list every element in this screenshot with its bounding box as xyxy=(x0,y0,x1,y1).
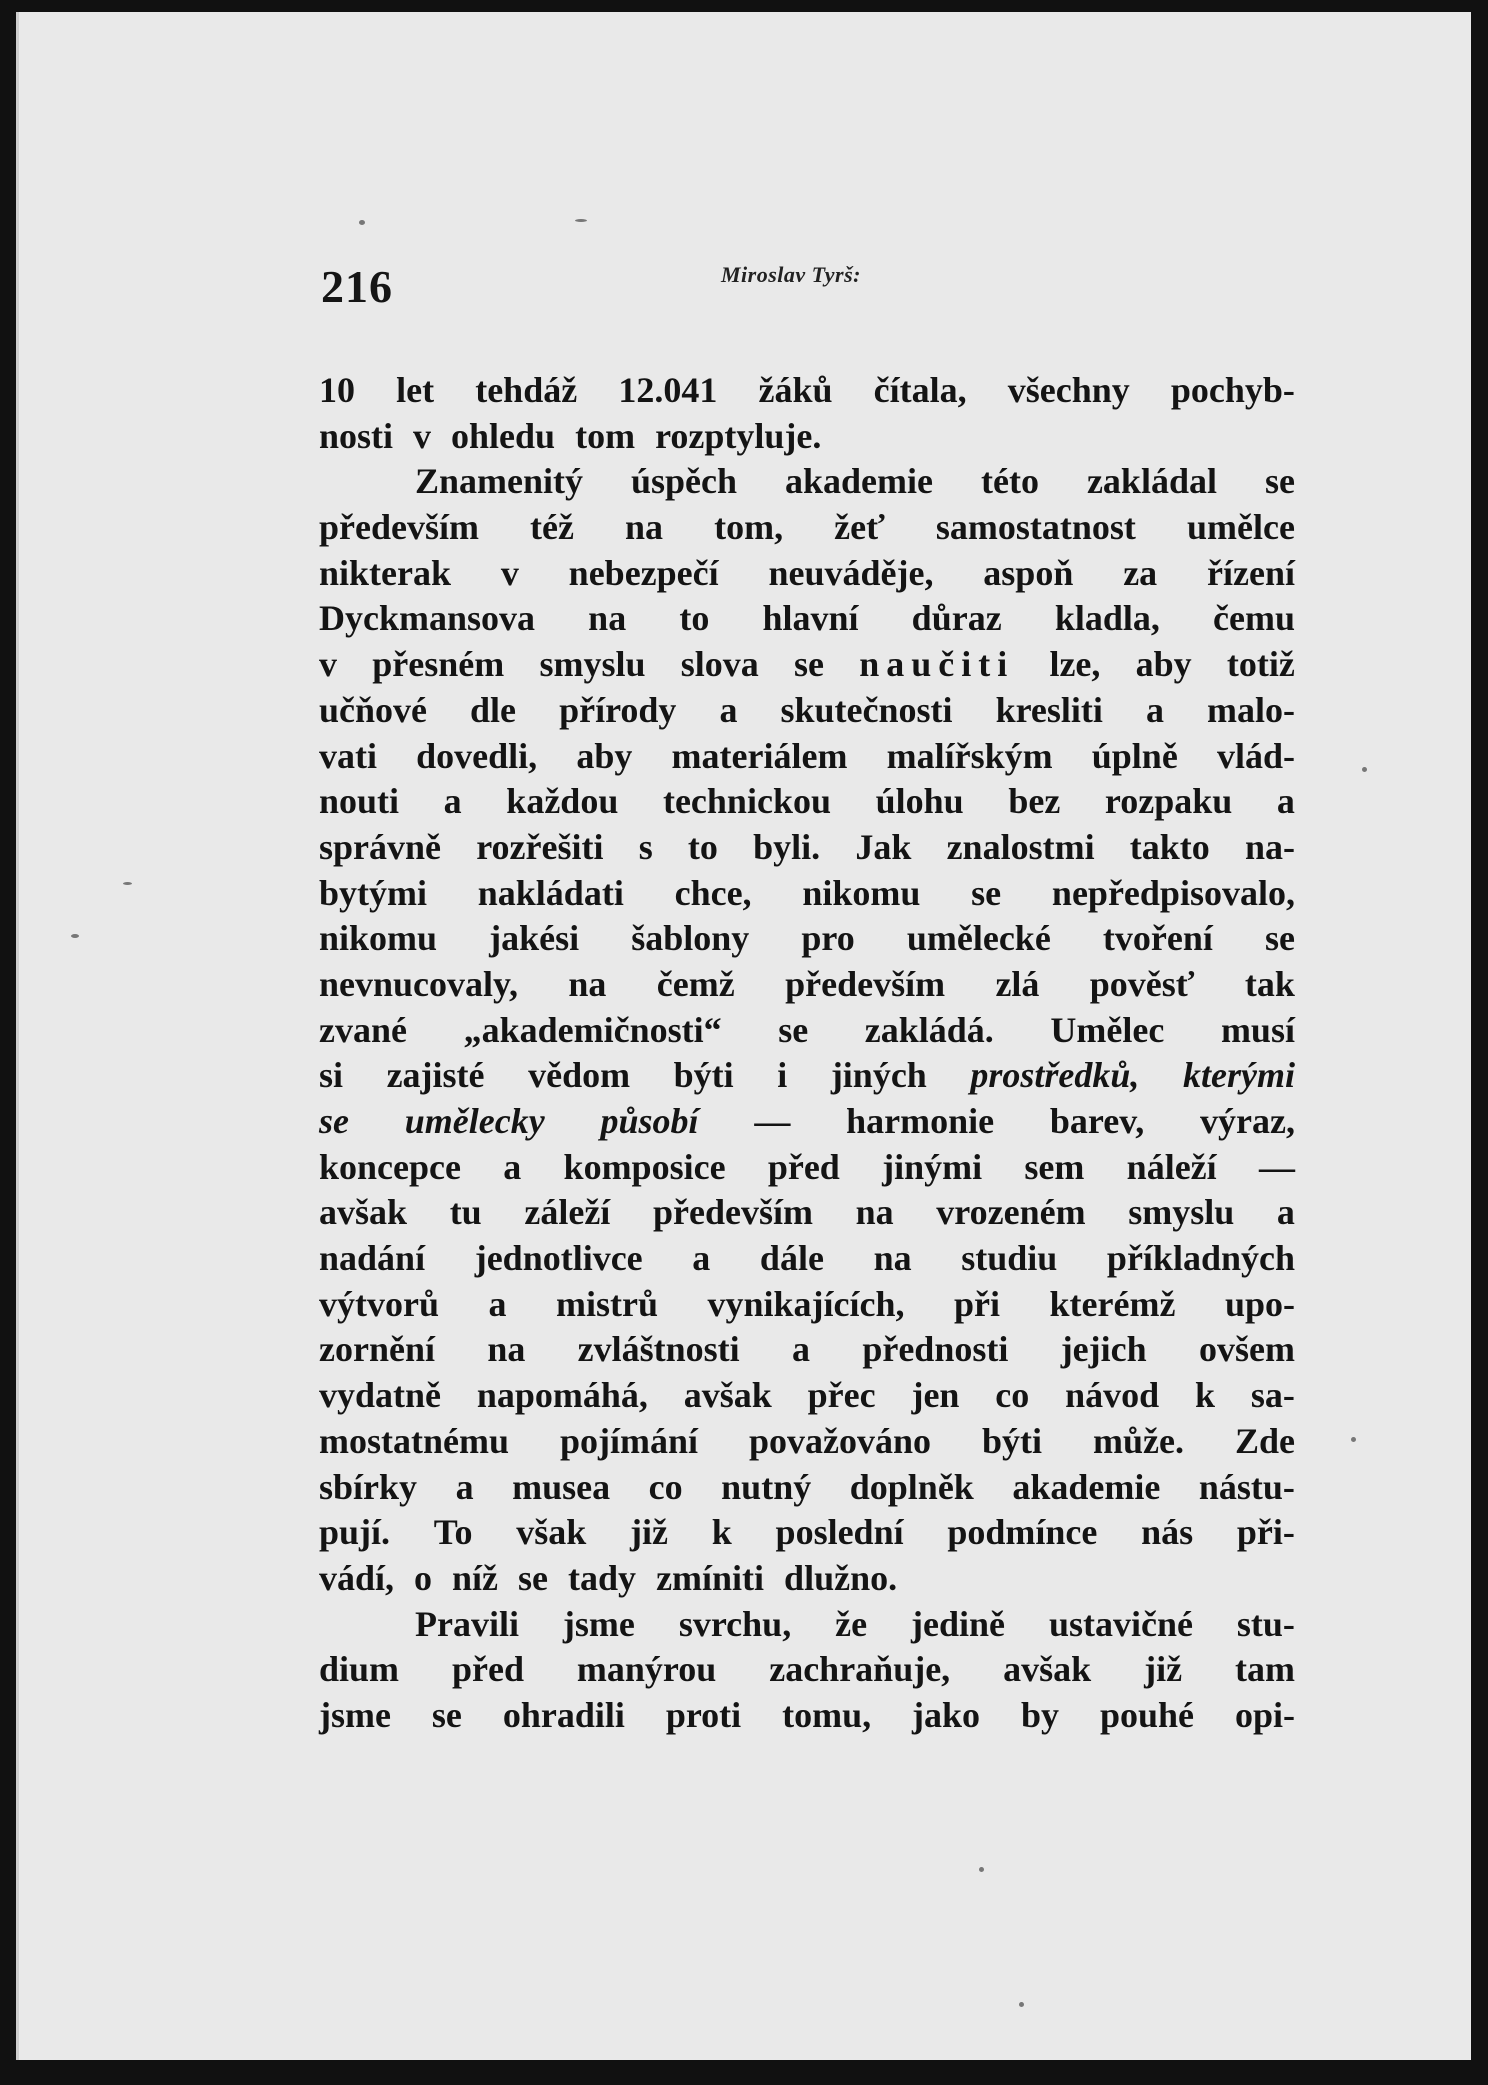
word: a xyxy=(692,1238,711,1279)
word: působí xyxy=(600,1101,699,1141)
word: svrchu, xyxy=(678,1603,792,1644)
word: nadání xyxy=(319,1238,426,1279)
word: se xyxy=(971,872,1002,913)
word: pují. xyxy=(319,1512,391,1553)
word: se xyxy=(778,1009,809,1050)
word: komposice xyxy=(563,1146,726,1187)
word: kterými xyxy=(1182,1055,1295,1096)
word: před xyxy=(451,1649,524,1690)
word: jedině xyxy=(911,1603,1006,1644)
word: opi- xyxy=(1234,1694,1295,1735)
word: musí xyxy=(1220,1009,1295,1050)
word: přednosti xyxy=(862,1329,1009,1370)
word: návod xyxy=(1065,1375,1160,1416)
page-header xyxy=(321,240,1301,310)
text-line xyxy=(319,1327,1295,1373)
text-line xyxy=(319,1510,1295,1556)
word: napomáhá, xyxy=(476,1375,648,1416)
word: dovedli, xyxy=(416,735,538,776)
word: rozptyluje. xyxy=(655,415,822,456)
word: ohledu xyxy=(451,415,556,456)
word: na xyxy=(568,963,607,1004)
text-line xyxy=(319,1190,1295,1236)
word: jednotlivce xyxy=(474,1238,643,1279)
word: této xyxy=(981,461,1039,502)
word: umělce xyxy=(1186,507,1295,548)
word: samostatnost xyxy=(935,507,1136,548)
word: čemu xyxy=(1213,598,1295,639)
word: technickou xyxy=(662,781,831,822)
word: úlohu xyxy=(875,781,964,822)
word: mistrů xyxy=(556,1283,658,1324)
text-line xyxy=(319,962,1295,1008)
word: se xyxy=(1264,461,1295,502)
word: pověsť xyxy=(1089,963,1195,1004)
scan-speck xyxy=(1362,767,1367,772)
scan-speck xyxy=(71,934,79,938)
word: pouhé xyxy=(1099,1694,1194,1735)
word: nikomu xyxy=(802,872,921,913)
word: jejich xyxy=(1060,1329,1147,1370)
word: takto xyxy=(1129,826,1210,867)
word: hlavní xyxy=(762,598,859,639)
text-line xyxy=(319,1053,1295,1099)
word: byli. xyxy=(753,826,821,867)
word: na xyxy=(873,1238,912,1279)
word: čítala, xyxy=(873,370,967,410)
scan-speck xyxy=(979,1867,984,1872)
word: zvláštnosti xyxy=(577,1329,740,1370)
word: znalostmi xyxy=(946,826,1095,867)
word: jen xyxy=(911,1375,960,1416)
word: doplněk xyxy=(849,1466,974,1507)
word: za xyxy=(1123,552,1158,593)
word: a xyxy=(1145,689,1164,730)
word: lze, xyxy=(1049,644,1101,685)
text-line xyxy=(319,734,1295,780)
word: se xyxy=(793,644,824,685)
text-line xyxy=(319,916,1295,962)
word: kladla, xyxy=(1054,598,1160,639)
word: nás xyxy=(1141,1512,1194,1553)
scan-speck xyxy=(359,220,365,225)
word: dlužno. xyxy=(784,1557,898,1598)
text-line xyxy=(319,642,1295,688)
word: jinými xyxy=(882,1146,983,1187)
word: při xyxy=(954,1283,1001,1324)
word: již xyxy=(1144,1649,1183,1690)
text-line xyxy=(319,688,1295,734)
word: malířským xyxy=(886,735,1053,776)
word: též xyxy=(530,507,574,548)
word: a xyxy=(1276,1192,1295,1233)
word: nakládati xyxy=(477,872,624,913)
word: let xyxy=(396,370,435,410)
word: tom xyxy=(575,415,636,456)
text-line xyxy=(319,871,1295,917)
word: dium xyxy=(319,1649,400,1690)
word: především xyxy=(652,1192,813,1233)
word: To xyxy=(433,1512,473,1553)
word: každou xyxy=(506,781,619,822)
word: Zde xyxy=(1234,1420,1295,1461)
word: výraz, xyxy=(1200,1101,1295,1141)
word: co xyxy=(648,1466,683,1507)
word: záleží xyxy=(524,1192,611,1233)
word: řízení xyxy=(1207,552,1295,593)
word: si xyxy=(319,1055,344,1096)
word: to xyxy=(679,598,710,639)
word: zajisté xyxy=(386,1055,485,1096)
word: nástu- xyxy=(1198,1466,1295,1507)
text-line xyxy=(319,1099,1295,1145)
text-line xyxy=(319,414,1295,460)
word: a xyxy=(503,1146,522,1187)
word: úplně xyxy=(1091,735,1178,776)
text-line xyxy=(319,368,1295,414)
word: 10 xyxy=(319,370,355,410)
word: aby xyxy=(1135,644,1192,685)
word: ohradili xyxy=(502,1694,625,1735)
text-line xyxy=(319,596,1295,642)
word: sem xyxy=(1024,1146,1085,1187)
word: Znamenitý xyxy=(415,461,584,502)
word: ovšem xyxy=(1198,1329,1295,1370)
word: Jak xyxy=(855,826,912,867)
scan-speck xyxy=(575,219,587,222)
word: se xyxy=(518,1557,549,1598)
word: — xyxy=(1258,1146,1295,1187)
text-line xyxy=(319,459,1295,505)
word: tehdáž xyxy=(475,370,578,410)
word: všechny xyxy=(1007,370,1130,410)
scan-speck xyxy=(1019,2002,1024,2007)
word: dle xyxy=(470,689,517,730)
word: zlá xyxy=(995,963,1040,1004)
word: že xyxy=(835,1603,868,1644)
text-line xyxy=(319,1693,1295,1739)
word: jiných xyxy=(830,1055,927,1096)
word: Dyckmansova xyxy=(319,598,536,639)
word: před xyxy=(767,1146,840,1187)
word: co xyxy=(995,1375,1030,1416)
word: 12.041 xyxy=(618,370,718,410)
word: tom, xyxy=(714,507,784,548)
word: studiu xyxy=(961,1238,1058,1279)
word: jsme xyxy=(319,1694,391,1735)
word: avšak xyxy=(683,1375,772,1416)
word: jako xyxy=(912,1694,981,1735)
word: v xyxy=(500,552,519,593)
word: ustavičné xyxy=(1048,1603,1193,1644)
word: na xyxy=(588,598,627,639)
word: i xyxy=(777,1055,788,1096)
text-line xyxy=(319,1236,1295,1282)
text-line xyxy=(319,1602,1295,1648)
text-line xyxy=(319,1145,1295,1191)
word: nosti xyxy=(319,415,394,456)
text-line xyxy=(319,551,1295,597)
word: avšak xyxy=(319,1192,408,1233)
word: dále xyxy=(759,1238,824,1279)
word: příkladných xyxy=(1106,1238,1295,1279)
word: manýrou xyxy=(576,1649,717,1690)
word: vádí, xyxy=(319,1557,395,1598)
word: nikomu xyxy=(319,918,438,959)
text-line xyxy=(319,1282,1295,1328)
word: tvoření xyxy=(1102,918,1213,959)
text-line xyxy=(319,1008,1295,1054)
word: se xyxy=(319,1101,349,1141)
word: malo- xyxy=(1206,689,1295,730)
word: na- xyxy=(1244,826,1295,867)
word: na xyxy=(625,507,664,548)
word: výtvorů xyxy=(319,1283,439,1324)
word: tomu, xyxy=(782,1694,872,1735)
word: vědom xyxy=(528,1055,631,1096)
word: náleží xyxy=(1126,1146,1217,1187)
word: Umělec xyxy=(1050,1009,1165,1050)
word: zvané xyxy=(319,1009,407,1050)
word: tu xyxy=(449,1192,482,1233)
word: podmínce xyxy=(947,1512,1098,1553)
word: úspěch xyxy=(631,461,738,502)
word: jsme xyxy=(562,1603,635,1644)
text-line xyxy=(319,1419,1295,1465)
word: tam xyxy=(1235,1649,1295,1690)
word: akademie xyxy=(785,461,934,502)
word: kterémž xyxy=(1049,1283,1176,1324)
word: naučiti xyxy=(859,644,1015,685)
word: vati xyxy=(319,735,377,776)
word: pochyb- xyxy=(1170,370,1295,410)
word: poslední xyxy=(775,1512,904,1553)
word: přec xyxy=(807,1375,876,1416)
word: a xyxy=(455,1466,474,1507)
word: harmonie xyxy=(846,1101,995,1141)
word: na xyxy=(855,1192,894,1233)
word: nouti xyxy=(319,781,400,822)
word: především xyxy=(319,507,479,548)
word: sa- xyxy=(1250,1375,1295,1416)
word: k xyxy=(1195,1375,1216,1416)
word: „akademičnosti“ xyxy=(463,1009,722,1050)
word: pojímání xyxy=(559,1420,698,1461)
word: zachraňuje, xyxy=(769,1649,951,1690)
word: kresliti xyxy=(995,689,1103,730)
word: upo- xyxy=(1224,1283,1295,1324)
word: bytými xyxy=(319,872,427,913)
word: považováno xyxy=(748,1420,932,1461)
word: Pravili xyxy=(415,1603,519,1644)
word: barev, xyxy=(1049,1101,1145,1141)
text-line xyxy=(319,1373,1295,1419)
book-page xyxy=(16,12,1471,2060)
word: akademie xyxy=(1012,1466,1161,1507)
word: při- xyxy=(1236,1512,1295,1553)
word: nevnucovaly, xyxy=(319,963,519,1004)
word: k xyxy=(711,1512,732,1553)
word: přesném xyxy=(372,644,505,685)
word: v xyxy=(413,415,432,456)
word: čemž xyxy=(656,963,735,1004)
word: učňové xyxy=(319,689,427,730)
word: přírody xyxy=(559,689,677,730)
word: chce, xyxy=(674,872,752,913)
word: sbírky xyxy=(319,1466,418,1507)
word: stu- xyxy=(1236,1603,1295,1644)
word: nikterak xyxy=(319,552,452,593)
word: žáků xyxy=(758,370,833,410)
word: umělecky xyxy=(404,1101,545,1141)
word: totiž xyxy=(1226,644,1295,685)
word: tady xyxy=(568,1557,637,1598)
word: o xyxy=(414,1557,433,1598)
word: správně xyxy=(319,826,442,867)
word: vynikajících, xyxy=(707,1283,905,1324)
text-line xyxy=(319,1556,1295,1602)
word: zmíniti xyxy=(656,1557,765,1598)
word: neuváděje, xyxy=(768,552,934,593)
text-line xyxy=(319,1465,1295,1511)
word: v xyxy=(319,644,337,685)
word: a xyxy=(719,689,738,730)
word: tak xyxy=(1244,963,1295,1004)
scan-speck xyxy=(123,882,132,885)
word: především xyxy=(785,963,946,1004)
word: aby xyxy=(576,735,633,776)
word: by xyxy=(1020,1694,1060,1735)
word: však xyxy=(516,1512,587,1553)
word: nepředpisovalo, xyxy=(1051,872,1295,913)
word: bez xyxy=(1008,781,1061,822)
word: rozpaku xyxy=(1104,781,1233,822)
text-line xyxy=(319,1647,1295,1693)
word: býti xyxy=(673,1055,734,1096)
word: důraz xyxy=(911,598,1002,639)
word: níž xyxy=(452,1557,499,1598)
word: a xyxy=(488,1283,507,1324)
word: to xyxy=(687,826,718,867)
word: a xyxy=(1276,781,1295,822)
word: nebezpečí xyxy=(568,552,719,593)
word: vydatně xyxy=(319,1375,442,1416)
word: se xyxy=(1264,918,1295,959)
word: šablony xyxy=(631,918,750,959)
word: vrozeném xyxy=(936,1192,1086,1233)
text-line xyxy=(319,779,1295,825)
word: zakládá. xyxy=(864,1009,994,1050)
word: materiálem xyxy=(671,735,848,776)
word: může. xyxy=(1093,1420,1184,1461)
word: umělecké xyxy=(906,918,1051,959)
body-text xyxy=(319,368,1295,1739)
word: a xyxy=(792,1329,810,1370)
word: smyslu xyxy=(539,644,646,685)
word: jakési xyxy=(489,918,580,959)
word: rozřešiti xyxy=(476,826,604,867)
word: mostatnému xyxy=(319,1420,509,1461)
word: — xyxy=(754,1101,791,1141)
word: koncepce xyxy=(319,1146,461,1187)
word: se xyxy=(431,1694,462,1735)
word: aspoň xyxy=(983,552,1074,593)
page-number: 216 xyxy=(321,261,393,312)
word: býti xyxy=(982,1420,1043,1461)
word: musea xyxy=(512,1466,611,1507)
word: avšak xyxy=(1003,1649,1092,1690)
word: žeť xyxy=(834,507,885,548)
word: prostředků, xyxy=(970,1055,1140,1096)
text-line xyxy=(319,505,1295,551)
word: na xyxy=(487,1329,526,1370)
word: proti xyxy=(665,1694,742,1735)
word: zornění xyxy=(319,1329,435,1370)
text-line xyxy=(319,825,1295,871)
running-head: Miroslav Tyrš: xyxy=(721,262,862,287)
word: smyslu xyxy=(1128,1192,1235,1233)
word: slova xyxy=(680,644,759,685)
word: a xyxy=(443,781,462,822)
word: s xyxy=(638,826,653,867)
word: již xyxy=(630,1512,669,1553)
word: pro xyxy=(801,918,855,959)
word: zakládal xyxy=(1086,461,1217,502)
scan-speck xyxy=(1351,1437,1356,1442)
word: vlád- xyxy=(1216,735,1295,776)
word: nutný xyxy=(721,1466,812,1507)
word: skutečnosti xyxy=(780,689,953,730)
